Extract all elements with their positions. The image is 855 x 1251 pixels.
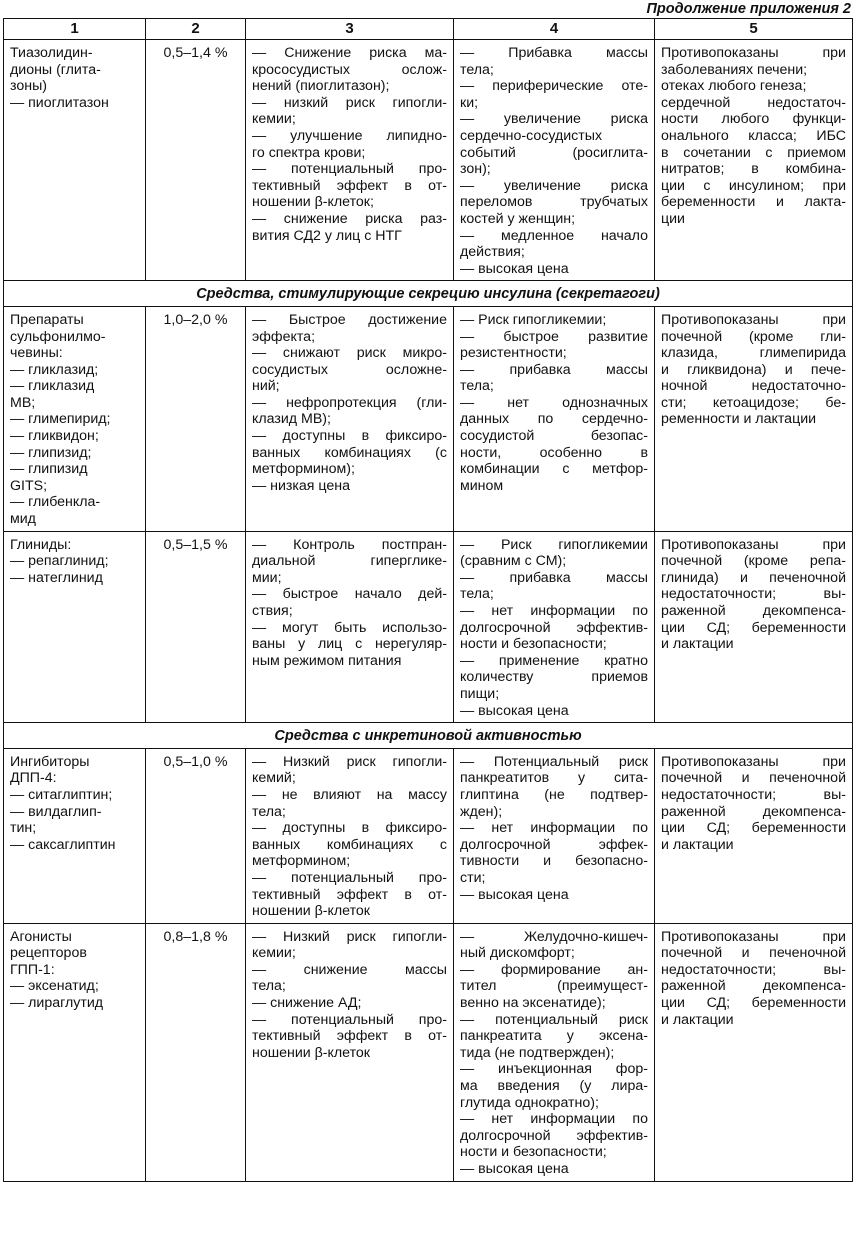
cell-line: отеках любого генеза; xyxy=(661,78,807,95)
cell-line: мид xyxy=(10,511,36,528)
cell-line: GITS; xyxy=(10,477,48,494)
cell-line: тела; xyxy=(252,803,286,820)
cell-line: — Снижение риска ма- xyxy=(252,45,447,61)
table-row xyxy=(4,748,853,923)
cell-line: — нет информации по xyxy=(460,603,648,619)
cell-line: ции СД; беременности xyxy=(661,820,846,837)
advantages-cell xyxy=(246,531,454,723)
cell-line: — прибавка массы xyxy=(460,569,648,586)
cell-line: ности и безопасности; xyxy=(460,636,607,653)
cell-line: ношении β-клеток; xyxy=(252,194,374,211)
hba1c-reduction-cell: 1,0–2,0 % xyxy=(146,306,246,531)
drug-group-cell xyxy=(4,40,146,281)
cell-line: Противопоказаны при xyxy=(661,536,846,553)
cell-line: — Потенциальный риск xyxy=(460,753,648,770)
cell-line: переломов трубчатых xyxy=(460,194,648,211)
cell-line: сосудистой безопас- xyxy=(460,428,648,445)
cell-line: тител (преимущест- xyxy=(460,978,648,995)
cell-line: — низкий риск гипогли- xyxy=(252,94,447,111)
cell-line: — низкая цена xyxy=(252,477,351,494)
cell-line: тела; xyxy=(460,61,494,78)
cell-line: в сочетании с приемом xyxy=(661,144,846,161)
cell-line: ременности и лактации xyxy=(661,411,817,428)
cell-line: — высокая цена xyxy=(460,702,569,719)
advantages-cell xyxy=(246,306,454,531)
cell-line: количеству приемов xyxy=(460,669,648,686)
cell-line: действия; xyxy=(460,244,525,261)
cell-line: — натеглинид xyxy=(10,569,103,586)
cell-line: — высокая цена xyxy=(460,1161,569,1177)
cell-line: раженной декомпенса- xyxy=(661,978,846,995)
drug-group-cell xyxy=(4,923,146,1181)
contraindications-cell xyxy=(655,748,853,923)
cell-line: тела; xyxy=(460,378,494,395)
cell-line: сердечной недостаточ- xyxy=(661,94,846,111)
cell-line: вития СД2 у лиц с НТГ xyxy=(252,227,402,244)
cell-line: — снижение риска раз- xyxy=(252,210,447,227)
cell-line: кемии; xyxy=(252,945,296,962)
cell-line: — высокая цена xyxy=(460,886,569,903)
cell-line: МВ; xyxy=(10,394,36,411)
cell-line: почечной (кроме гли- xyxy=(661,328,846,345)
contraindications-cell xyxy=(655,306,853,531)
table-row xyxy=(4,306,853,531)
cell-line: — глипизид xyxy=(10,461,88,478)
cell-line: сти; кетоацидозе; бе- xyxy=(661,394,846,411)
cell-line: — прибавка массы xyxy=(460,361,648,378)
cell-line: пищи; xyxy=(460,685,500,702)
cell-line: — нет информации по xyxy=(460,1111,648,1128)
cell-line: почечной (кроме репа- xyxy=(661,553,846,570)
cell-line: — вилдаглип- xyxy=(10,803,102,820)
cell-line: — инъекционная фор- xyxy=(460,1061,648,1078)
cell-line: ГПП-1: xyxy=(10,961,55,978)
column-header: 1 xyxy=(4,19,146,40)
cell-line: — Риск гипогликемии xyxy=(460,536,648,553)
cell-line: кемий; xyxy=(252,770,296,787)
contraindications-cell xyxy=(655,923,853,1181)
cell-line: ции с инсулином; при xyxy=(661,177,846,194)
cell-line: — нет однозначных xyxy=(460,394,648,411)
cell-line: кемии; xyxy=(252,111,296,128)
cell-line: ствия; xyxy=(252,603,293,619)
cell-line: Агонисты xyxy=(10,928,72,945)
cell-line: и гликвидона) и пече- xyxy=(661,361,846,378)
cell-line: — Прибавка массы xyxy=(460,45,648,61)
cell-line: — формирование ан- xyxy=(460,961,648,978)
cell-line: — глипизид; xyxy=(10,444,92,461)
cell-line: рецепторов xyxy=(10,945,87,962)
cell-line: жден); xyxy=(460,803,503,820)
cell-line: и лактации xyxy=(661,1011,734,1028)
cell-line: — репаглинид; xyxy=(10,553,109,570)
cell-line: — нет информации по xyxy=(460,820,648,837)
cell-line: — высокая цена xyxy=(460,260,569,277)
cell-line: ным режимом питания xyxy=(252,652,402,669)
cell-line: ваны у лиц с нерегуляр- xyxy=(252,636,447,653)
disadvantages-cell xyxy=(454,923,655,1181)
cell-line: ности и безопасности; xyxy=(460,1144,607,1161)
cell-line: — увеличение риска xyxy=(460,177,648,194)
cell-line: долгосрочной эффек- xyxy=(460,836,648,853)
cell-line: ванных комбинациях (с xyxy=(252,444,447,461)
cell-line: сти; xyxy=(460,869,486,886)
cell-line: тективный эффект в от- xyxy=(252,177,447,194)
cell-line: — увеличение риска xyxy=(460,111,648,128)
cell-line: — глибенкла- xyxy=(10,494,101,511)
table-caption: Продолжение приложения 2 xyxy=(646,1,851,17)
cell-line: ности, особенно в xyxy=(460,444,648,461)
cell-line: тективный эффект в от- xyxy=(252,886,447,903)
cell-line: сульфонилмо- xyxy=(10,328,106,345)
cell-line: Препараты xyxy=(10,311,84,328)
cell-line: ности любого функци- xyxy=(661,111,846,128)
cell-line: — Низкий риск гипогли- xyxy=(252,928,447,945)
cell-line: тективный эффект в от- xyxy=(252,1028,447,1045)
cell-line: — доступны в фиксиро- xyxy=(252,820,447,837)
cell-line: — Контроль постпран- xyxy=(252,536,447,553)
cell-line: — потенциальный про- xyxy=(252,1011,447,1028)
cell-line: нитратов; в комбина- xyxy=(661,161,846,178)
cell-line: — Риск гипогликемии; xyxy=(460,311,607,328)
advantages-cell xyxy=(246,923,454,1181)
cell-line: костей у женщин; xyxy=(460,210,576,227)
cell-line: недостаточности; вы- xyxy=(661,786,846,803)
cell-line: — потенциальный риск xyxy=(460,1011,648,1028)
cell-line: — нефропротекция (гли- xyxy=(252,394,447,411)
cell-line: чевины: xyxy=(10,345,63,362)
section-title: Средства с инкретиновой активностью xyxy=(4,723,853,749)
cell-line: — гликлазид xyxy=(10,378,95,395)
disadvantages-cell xyxy=(454,531,655,723)
cell-line: ции xyxy=(661,210,685,227)
cell-line: тивности и безопасно- xyxy=(460,853,648,870)
cell-line: зоны) xyxy=(10,78,47,95)
disadvantages-cell xyxy=(454,40,655,281)
cell-line: тела; xyxy=(252,978,286,995)
cell-line: панкреатитов у сита- xyxy=(460,770,648,787)
cell-line: эффекта; xyxy=(252,328,316,345)
cell-line: клазида, глимепирида xyxy=(661,345,846,362)
cell-line: — саксаглиптин xyxy=(10,836,116,853)
cell-line: — не влияют на массу xyxy=(252,786,447,803)
cell-line: заболеваниях печени; xyxy=(661,61,808,78)
cell-line: диальной гипергликe- xyxy=(252,553,447,570)
disadvantages-cell xyxy=(454,748,655,923)
cell-line: ки; xyxy=(460,94,479,111)
cell-line: тела; xyxy=(460,586,494,603)
cell-line: — могут быть использо- xyxy=(252,619,447,636)
cell-line: беременности и лакта- xyxy=(661,194,846,211)
cell-line: глиптина (не подтвер- xyxy=(460,786,648,803)
cell-line: — потенциальный про- xyxy=(252,869,447,886)
cell-line: онального класса; ИБС xyxy=(661,127,846,144)
cell-line: долгосрочной эффектив- xyxy=(460,1127,648,1144)
cell-line: — Быстрое достижение xyxy=(252,311,447,328)
drug-comparison-table xyxy=(3,18,853,1182)
cell-line: сосудистых осложне- xyxy=(252,361,447,378)
drug-group-cell xyxy=(4,748,146,923)
advantages-cell xyxy=(246,40,454,281)
cell-line: мии; xyxy=(252,569,282,586)
table-header-row xyxy=(4,19,853,40)
column-header: 2 xyxy=(146,19,246,40)
cell-line: Противопоказаны при xyxy=(661,311,846,328)
table-row xyxy=(4,40,853,281)
cell-line: Противопоказаны при xyxy=(661,753,846,770)
cell-line: — снижение АД; xyxy=(252,995,362,1012)
cell-line: ма введения (у лира- xyxy=(460,1078,648,1095)
cell-line: мином xyxy=(460,477,504,494)
cell-line: ный дискомфорт; xyxy=(460,945,575,962)
cell-line: зон); xyxy=(460,161,491,178)
hba1c-reduction-cell: 0,5–1,0 % xyxy=(146,748,246,923)
cell-line: ДПП-4: xyxy=(10,770,57,787)
column-header: 5 xyxy=(655,19,853,40)
cell-line: почечной и печеночной xyxy=(661,770,846,787)
section-header-row xyxy=(4,723,853,749)
cell-line: ванных комбинациях с xyxy=(252,836,447,853)
table-body xyxy=(4,40,853,1182)
cell-line: го спектра крови; xyxy=(252,144,366,161)
cell-line: ночной недостаточно- xyxy=(661,378,846,395)
cell-line: — быстрое развитие xyxy=(460,328,648,345)
cell-line: — улучшение липидно- xyxy=(252,127,447,144)
contraindications-cell xyxy=(655,531,853,723)
cell-line: ний; xyxy=(252,378,280,395)
cell-line: долгосрочной эффектив- xyxy=(460,619,648,636)
section-header-row xyxy=(4,281,853,307)
cell-line: — глимепирид; xyxy=(10,411,111,428)
cell-line: — Низкий риск гипогли- xyxy=(252,753,447,770)
cell-line: метформином; xyxy=(252,853,351,870)
cell-line: — ситаглиптин; xyxy=(10,786,113,803)
hba1c-reduction-cell: 0,5–1,5 % xyxy=(146,531,246,723)
cell-line: и лактации xyxy=(661,836,734,853)
cell-line: раженной декомпенса- xyxy=(661,603,846,619)
cell-line: глутида однократно); xyxy=(460,1094,599,1111)
cell-line: тида (не подтвержден); xyxy=(460,1044,615,1061)
cell-line: — потенциальный про- xyxy=(252,161,447,178)
cell-line: — лираглутид xyxy=(10,995,104,1012)
cell-line: — доступны в фиксиро- xyxy=(252,428,447,445)
drug-group-cell xyxy=(4,306,146,531)
cell-line: Глиниды: xyxy=(10,536,72,553)
cell-line: крососудистых ослож- xyxy=(252,61,447,78)
cell-line: дионы (глита- xyxy=(10,61,101,78)
cell-line: недостаточности; вы- xyxy=(661,961,846,978)
drug-group-cell xyxy=(4,531,146,723)
cell-line: Тиазолидин- xyxy=(10,45,93,61)
cell-line: Противопоказаны при xyxy=(661,45,846,61)
cell-line: резистентности; xyxy=(460,345,567,362)
cell-line: — периферические оте- xyxy=(460,78,648,95)
cell-line: нений (пиоглитазон); xyxy=(252,78,390,95)
cell-line: (сравним с СМ); xyxy=(460,553,567,570)
cell-line: событий (росиглита- xyxy=(460,144,648,161)
cell-line: венно на эксенатиде); xyxy=(460,995,606,1012)
cell-line: ношении β-клеток xyxy=(252,903,371,920)
cell-line: глинида) и печеночной xyxy=(661,569,846,586)
table-row xyxy=(4,923,853,1181)
cell-line: — гликлазид; xyxy=(10,361,99,378)
cell-line: — гликвидон; xyxy=(10,428,99,445)
cell-line: Ингибиторы xyxy=(10,753,90,770)
contraindications-cell xyxy=(655,40,853,281)
cell-line: сердечно-сосудистых xyxy=(460,127,603,144)
cell-line: ции СД; беременности xyxy=(661,995,846,1012)
cell-line: раженной декомпенса- xyxy=(661,803,846,820)
cell-line: данных по сердечно- xyxy=(460,411,648,428)
cell-line: панкреатита у эксена- xyxy=(460,1028,648,1045)
cell-line: — пиоглитазон xyxy=(10,94,109,111)
cell-line: метформином); xyxy=(252,461,355,478)
advantages-cell xyxy=(246,748,454,923)
cell-line: — применение кратно xyxy=(460,652,648,669)
column-header: 3 xyxy=(246,19,454,40)
cell-line: — снижают риск микро- xyxy=(252,345,447,362)
cell-line: тин; xyxy=(10,820,37,837)
cell-line: ношении β-клеток xyxy=(252,1044,371,1061)
cell-line: Противопоказаны при xyxy=(661,928,846,945)
cell-line: почечной и печеночной xyxy=(661,945,846,962)
column-header: 4 xyxy=(454,19,655,40)
hba1c-reduction-cell: 0,8–1,8 % xyxy=(146,923,246,1181)
table-row xyxy=(4,531,853,723)
cell-line: недостаточности; вы- xyxy=(661,586,846,603)
section-title: Средства, стимулирующие секрецию инсулина (секретагоги) xyxy=(4,281,853,307)
cell-line: — снижение массы xyxy=(252,961,447,978)
cell-line: ции СД; беременности xyxy=(661,619,846,636)
cell-line: — эксенатид; xyxy=(10,978,99,995)
disadvantages-cell xyxy=(454,306,655,531)
cell-line: — Желудочно-кишеч- xyxy=(460,928,648,945)
cell-line: — медленное начало xyxy=(460,227,648,244)
cell-line: и лактации xyxy=(661,636,734,653)
hba1c-reduction-cell: 0,5–1,4 % xyxy=(146,40,246,281)
cell-line: комбинации с метфор- xyxy=(460,461,648,478)
cell-line: клазид МВ); xyxy=(252,411,331,428)
cell-line: — быстрое начало дей- xyxy=(252,586,447,603)
